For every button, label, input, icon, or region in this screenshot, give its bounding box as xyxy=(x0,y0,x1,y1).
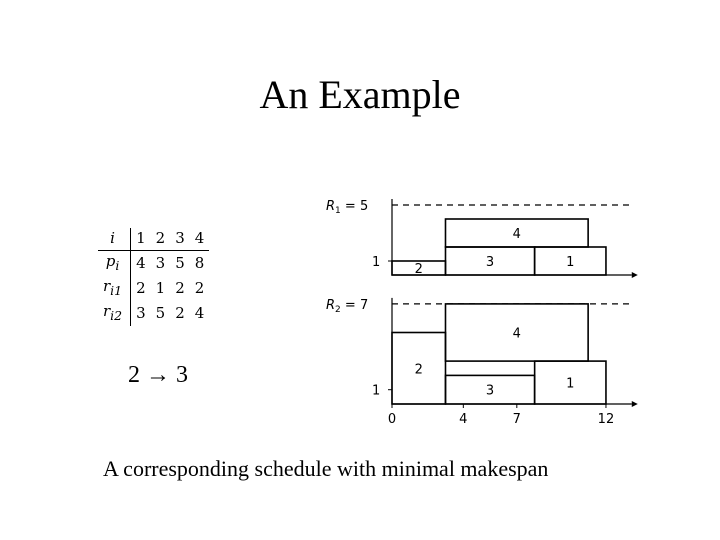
table-cell: 3 xyxy=(136,304,146,322)
table-header-cell: 2 xyxy=(151,228,171,251)
row-label-subscript: i1 xyxy=(110,283,123,298)
capacity-label: $R_1 = 5$ xyxy=(326,199,369,216)
job-label-1: 1 xyxy=(566,255,575,270)
job-label-3: 3 xyxy=(485,383,495,399)
row-label-subscript: i xyxy=(115,258,120,273)
x-tick-label: 0 xyxy=(387,412,397,427)
precedence-arrow: → xyxy=(146,362,170,388)
job-label-2: 2 xyxy=(414,262,423,277)
table-cell: 5 xyxy=(155,304,166,322)
x-axis-arrow xyxy=(632,272,638,278)
table-header-cell: 4 xyxy=(190,228,210,251)
y-tick-label: 1 xyxy=(372,383,381,399)
caption: A corresponding schedule with minimal makespan xyxy=(103,456,549,481)
table-cell: 3 xyxy=(155,254,166,272)
capacity-label: $R_2 = 7$ xyxy=(326,297,369,315)
job-label-1: 1 xyxy=(566,376,575,392)
x-axis-arrow xyxy=(632,401,638,407)
row-label-subscript: i2 xyxy=(110,308,123,323)
y-tick-label: 1 xyxy=(372,255,381,270)
row-label-symbol: r xyxy=(103,277,111,295)
table-cell: 2 xyxy=(175,279,185,297)
table-cell: 2 xyxy=(136,279,146,297)
x-tick-label: 4 xyxy=(459,412,468,427)
table-cell: 4 xyxy=(194,304,205,322)
job-label-3: 3 xyxy=(485,255,495,270)
table-header-cell: 1 xyxy=(131,228,151,251)
row-label-symbol: r xyxy=(103,302,111,320)
precedence-to: 3 xyxy=(176,362,188,388)
table-cell: 2 xyxy=(194,279,205,297)
precedence-from: 2 xyxy=(128,362,140,388)
table-header-cell: 3 xyxy=(170,228,190,251)
table-cell: 5 xyxy=(175,254,185,272)
x-tick-label: 12 xyxy=(597,412,615,427)
table-cell: 1 xyxy=(155,279,166,297)
x-tick-label: 7 xyxy=(512,412,521,427)
table-cell: 2 xyxy=(175,304,185,322)
table-cell: 4 xyxy=(136,254,146,272)
table-cell: 8 xyxy=(194,254,205,272)
job-label-4: 4 xyxy=(512,227,521,242)
slide-title: An Example xyxy=(259,72,461,117)
table-header-index: i xyxy=(98,228,131,251)
job-label-2: 2 xyxy=(414,362,423,378)
row-label-symbol: p xyxy=(105,252,116,270)
job-label-4: 4 xyxy=(512,326,521,342)
